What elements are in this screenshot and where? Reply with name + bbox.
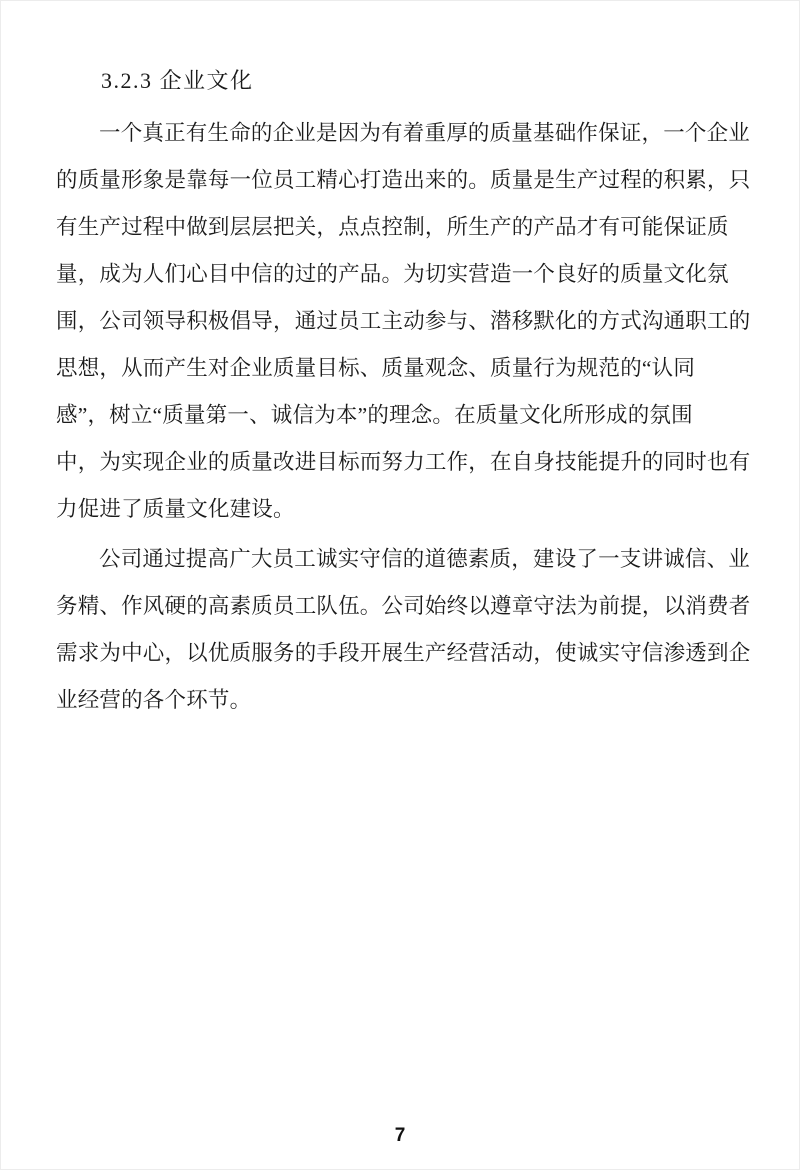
text-line: 中，为实现企业的质量改进目标而努力工作，在自身技能提升的同时也有 [56, 450, 751, 474]
section-heading: 3.2.3 企业文化 [101, 68, 254, 93]
paragraph-quality-culture [56, 110, 751, 533]
text-line: 量，成为人们心目中信的过的产品。为切实营造一个良好的质量文化氛 [56, 262, 729, 286]
text-line: 力促进了质量文化建设。 [56, 497, 295, 521]
text-line: 公司通过提高广大员工诚实守信的道德素质，建设了一支讲诚信、业 [99, 547, 751, 571]
text-line: 感”，树立“质量第一、诚信为本”的理念。在质量文化所形成的氛围 [56, 403, 693, 427]
text-line: 一个真正有生命的企业是因为有着重厚的质量基础作保证，一个企业 [99, 121, 751, 145]
text-line: 务精、作风硬的高素质员工队伍。公司始终以遵章守法为前提，以消费者 [56, 594, 751, 618]
text-line: 围，公司领导积极倡导，通过员工主动参与、潜移默化的方式沟通职工的 [56, 309, 751, 333]
page-number: 7 [394, 1125, 406, 1146]
paragraph-integrity [56, 536, 751, 724]
text-line: 需求为中心，以优质服务的手段开展生产经营活动，使诚实守信渗透到企 [56, 641, 751, 665]
text-line: 有生产过程中做到层层把关，点点控制，所生产的产品才有可能保证质 [56, 215, 729, 239]
text-line: 的质量形象是靠每一位员工精心打造出来的。质量是生产过程的积累，只 [56, 168, 751, 192]
text-line: 业经营的各个环节。 [56, 688, 252, 712]
text-line: 思想，从而产生对企业质量目标、质量观念、质量行为规范的“认同 [56, 356, 696, 380]
page-content [56, 57, 751, 724]
